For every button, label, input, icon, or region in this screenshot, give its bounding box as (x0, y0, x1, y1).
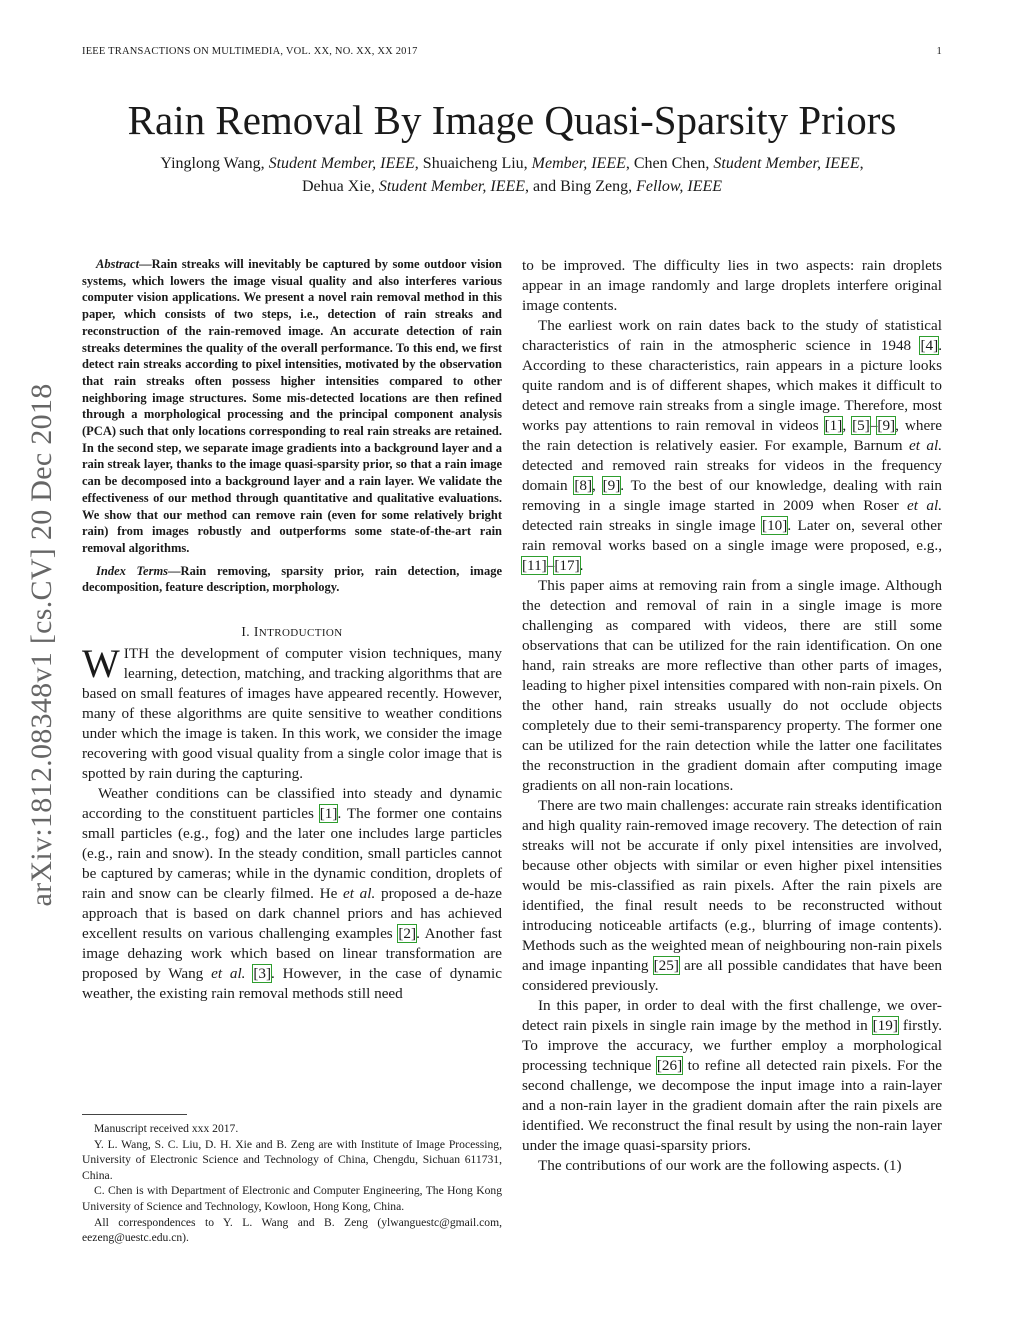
paragraph: The contributions of our work are the following aspects. (1) (538, 1157, 902, 1174)
citation-link[interactable]: [8] (574, 477, 593, 494)
abstract-label: Abstract (96, 257, 140, 271)
journal-name: IEEE TRANSACTIONS ON MULTIMEDIA, VOL. XX, NO. XX, XX 2017 (82, 46, 418, 57)
abstract (82, 256, 502, 557)
drop-cap: W (82, 641, 120, 687)
author-affil: Student Member, IEEE (268, 155, 415, 172)
author-name: , Chen Chen, (625, 155, 714, 172)
footnote: Y. L. Wang, S. C. Liu, D. H. Xie and B. Zeng are with Institute of Image Processing, University of Electronic Science and Technology of China, Chengdu, Sichuan 611731, China. (82, 1137, 502, 1182)
paragraph-text: – (546, 557, 555, 574)
paragraph-text: . To the best of our knowledge, dealing with rain removing in a single image started in 2009 when Roser (522, 477, 943, 514)
paragraph-text: . The former one contains small particles (e.g., fog) and the later one includes large particles (e.g., rain and snow). In the steady condition, small particles cannot be captured by cameras; while in the dynamic condition, droplets of rain and snow can be clearly filmed. He (82, 805, 502, 903)
author-affil: Fellow, IEEE (636, 178, 723, 195)
citation-link[interactable]: [25] (653, 957, 679, 974)
footnote: Manuscript received xxx 2017. (94, 1122, 239, 1135)
introduction-body (82, 641, 503, 1004)
footnote: C. Chen is with Department of Electronic and Computer Engineering, The Hong Kong University of Science and Technology, Kowloon, Hong Kong, China. (82, 1184, 502, 1213)
section-numeral: I. (241, 624, 254, 640)
paragraph-text: detected rain streaks in single image (522, 517, 763, 534)
paragraph-text: There are two main challenges: accurate rain streaks identification and high quality rain-removed image recovery. The detection of rain streaks will not be accurate if only pixel intensities are involved, because other objects with similar or even higher pixel intensities would be mis-classified as rain pixels. After the rain pixels are identified, the final result needs to be reconstructed without introducing noticeable artifacts (e.g., blurring of image contents). Methods such as the weighted mean of neighbouring non-rain pixels and image inpanting (522, 797, 942, 974)
citation-link[interactable]: [3] (253, 965, 272, 983)
right-column (522, 256, 942, 1176)
footnotes (82, 1114, 502, 1246)
paragraph-text: . Another fast image dehazing work which based on linear transformation are proposed by Wang (82, 925, 502, 983)
running-header (82, 46, 942, 62)
footnote: All correspondences to Y. L. Wang and B. Zeng (ylwanguestc@gmail.com, eezeng@uestc.edu.cn). (82, 1215, 502, 1245)
paragraph-text: The earliest work on rain dates back to the study of statistical characteristics of rain in the atmospheric science in 1948 (522, 317, 942, 354)
paragraph-text: . However, in the case of dynamic weather, the existing rain removal methods still need (82, 965, 503, 1003)
author-line-2 (82, 175, 942, 198)
citation-link[interactable]: [1] (319, 805, 338, 823)
paragraph-text: to refine all detected rain pixels. For the second challenge, we decompose the input image into a rain-layer and a non-rain layer in the gradient domain after the rain pixels are identified. We reconstruct the final result by using the non-rain layer under the image quasi-sparsity priors. (522, 1057, 942, 1154)
author-affil: Member, IEEE (531, 155, 626, 172)
paragraph-text: Weather conditions can be classified into steady and dynamic according to the constituent particles (82, 785, 502, 823)
citation-link[interactable]: [26] (656, 1057, 683, 1074)
paragraph-text: – (869, 417, 878, 434)
citation-link[interactable]: [17] (554, 557, 580, 574)
section-title-cap: I (253, 624, 259, 640)
paragraph-text: In this paper, in order to deal with the first challenge, we over-detect rain pixels in single rain image by the method in (522, 997, 942, 1034)
citation-link[interactable]: [11] (522, 557, 547, 574)
paragraph (522, 996, 942, 1156)
paragraph-text: , where the rain detection is relatively easier. For example, Barnum (522, 417, 943, 454)
paragraph-text: . Later on, several other rain removal works based on a single image were proposed, e.g., (522, 517, 943, 554)
index-terms-text: —Rain removing, sparsity prior, rain detection, image decomposition, feature description, morphology. (82, 563, 502, 595)
arxiv-stamp (12, 345, 72, 945)
paragraph-text: . According to these characteristics, rain appears in a picture looks quite random and is of different shapes, which makes it difficult to detect and remove rain streaks from a single image. Therefore, most works pay attentions to rain removal in videos (522, 337, 942, 434)
paragraph-text: firstly. To improve the accuracy, we further employ a morphological processing technique (522, 1017, 942, 1074)
paragraph (82, 641, 502, 784)
etal: et al. (908, 437, 942, 454)
paragraph: This paper aims at removing rain from a single image. Although the detection and removal of rain in a single image is more challenging as compared with videos, there are still some observations that can be utilized for the rain identification. On one hand, rain streaks are more reflective than other parts of images, leading to higher pixel intensities compared with non-rain pixels. On the other hand, rain streaks usually do not occlude objects completely due to their semi-transparency property. The former one can be utilized for the rain detection while the latter one facilitates the reconstruction in the gradient domain after computing image gradients on all non-rain locations. (522, 577, 942, 794)
section-heading-introduction (82, 624, 502, 640)
author-affil: Student Member, IEEE (378, 178, 526, 195)
paragraph-text: . (579, 557, 584, 574)
citation-link[interactable]: [2] (398, 925, 417, 943)
author-name: Dehua Xie, (301, 178, 379, 195)
page-number: 1 (936, 46, 942, 57)
index-terms-label: Index Terms (96, 563, 169, 578)
paragraph-text: proposed a de-haze approach that is based on dark channel priors and has achieved excellent results on various challenging examples (82, 885, 502, 943)
paragraph-text: are all possible candidates that have been considered previously. (522, 957, 942, 994)
citation-link[interactable]: [1] (824, 417, 843, 434)
paragraph-text: detected and removed rain streaks for videos in the frequency domain (522, 457, 942, 494)
author-affil: Student Member, IEEE (713, 155, 860, 172)
citation-link[interactable]: [9] (602, 477, 621, 494)
paper-title: Rain Removal By Image Quasi-Sparsity Priors (127, 97, 897, 143)
author-line-1 (82, 152, 942, 175)
author-name: Yinglong Wang, (160, 155, 269, 172)
paragraph (522, 796, 942, 996)
abstract-text: —Rain streaks will inevitably be captured by some outdoor vision systems, which lowers the image visual quality and also interferes various computer vision applications. We present a novel rain removal method in this paper, which consists of two steps, i.e., detection of rain streaks and reconstruction of the rain-removed image. An accurate detection of rain streaks determines the quality of the overall performance. To this end, we first detect rain streaks according to pixel intensities, motivated by the observation that rain streaks often possess higher intensities compared to other neighboring image structures. Some mis-detected locations are then refined through a morphological processing and the principal component analysis (PCA) such that only locations corresponding to real rain streaks are retained. In the second step, we separate image gradients into a background layer and a rain streak layer, thanks to the image quasi-sparsity prior, so that a rain image can be decomposed into a background layer and a rain layer. We validate the effectiveness of our method through quantitative and qualitative evaluations. We show that our method can remove rain (even for some relatively bright rain) from images robustly and outperforms some state-of-the-art rain removal algorithms. (82, 257, 502, 555)
author-sep: , (859, 155, 864, 172)
paragraph (522, 316, 942, 576)
etal: et al. (907, 497, 942, 514)
paragraph-text: , (592, 477, 603, 494)
citation-link[interactable]: [19] (872, 1017, 898, 1034)
author-list (82, 152, 942, 198)
paragraph-text: ITH the development of computer vision techniques, many learning, detection, matching, and tracking algorithms that are based on small features of images have appeared recently. However, many of these algorithms are quite sensitive to weather conditions under which the image is taken. In this work, we consider the image recovering with good visual quality from a single color image that is spotted by rain during the capturing. (82, 645, 502, 783)
paragraph (82, 784, 502, 1004)
left-column (82, 256, 502, 1004)
paragraph-text: , (842, 417, 853, 434)
author-name: , and Bing Zeng, (525, 178, 637, 195)
citation-link[interactable]: [5] (852, 417, 870, 434)
index-terms (82, 563, 502, 596)
footnote-rule (82, 1114, 187, 1115)
citation-link[interactable]: [10] (762, 517, 788, 534)
etal: et al. (211, 965, 246, 983)
etal: et al. (343, 885, 376, 903)
paragraph: to be improved. The difficulty lies in two aspects: rain droplets appear in an image randomly and large droplets interfere original image contents. (522, 257, 942, 314)
author-name: , Shuaicheng Liu, (414, 155, 532, 172)
arxiv-stamp-text: arXiv:1812.08348v1 [cs.CV] 20 Dec 2018 (25, 383, 58, 907)
citation-link[interactable]: [4] (920, 337, 939, 354)
citation-link[interactable]: [9] (877, 417, 896, 434)
section-title-rest: NTRODUCTION (258, 627, 343, 640)
